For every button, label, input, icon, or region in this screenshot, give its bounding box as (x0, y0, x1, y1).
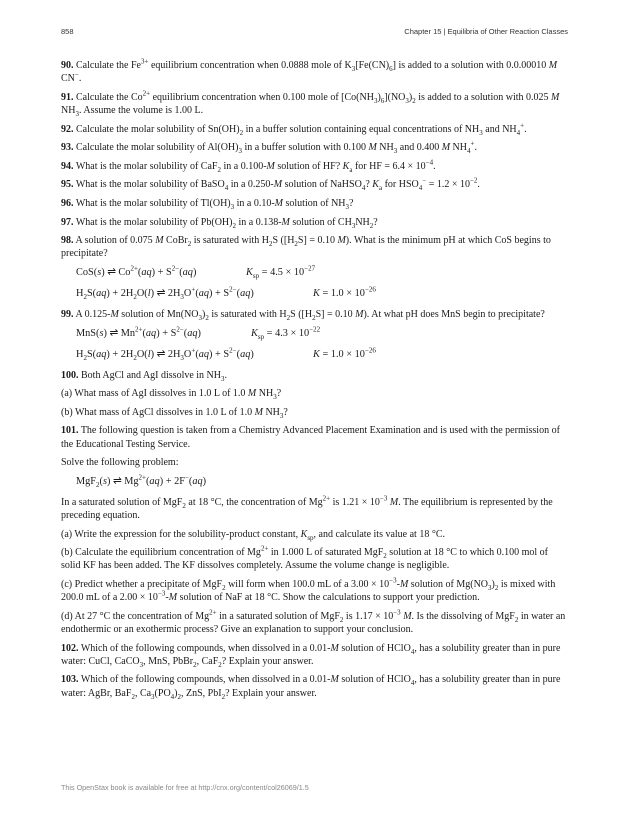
equation-h2s-ionization: $H_2S(aq) + 2H_2O(l)$ ⇌ $2H_3O^+(aq) + S^{2-}(aq)$ $K = 1.0 \times 10^{-26}$ (76, 285, 376, 301)
page-footer: This OpenStax book is available for free at http://cnx.org/content/col26069/1.5 (61, 783, 309, 792)
chapter-title: Chapter 15 | Equilibria of Other Reaction Classes (404, 27, 568, 36)
problem-90: 90. Calculate the $Fe^{3+}$ equilibrium concentration when 0.0888 mole of $K_3[Fe(CN)_6]$ is added to a solution with 0.0.00010 M CN−. (61, 57, 558, 85)
problem-101-part-c: (c) Predict whether a precipitate of MgF$_2$ will form when 100.0 mL of a $3.00 \times 10^{-3}-M$ solution of $Mg(NO_3)_2$ is mixed with 200.0 mL of a $2.00 \times 10^{-3}-M$ solution of NaF at 18 °C. Show the calculations to support your prediction. (61, 576, 556, 604)
problem-98: 98. A solution of 0.075 M CoBr$_2$ is saturated with $H_2S$ ($[H_2S] = 0.10$ M). What is the minimum pH at which CoS begins to precipitate? (61, 235, 551, 260)
problem-100-part-a: (a) What mass of AgI dissolves in 1.0 L of 1.0 M $NH_3$? (61, 388, 282, 402)
problem-list (61, 59, 569, 705)
problem-99: 99. A 0.125-M solution of $Mn(NO_3)_2$ is saturated with $H_2S$ ($[H_2S] = 0.10$ M). At what pH does MnS begin to precipitate? (61, 308, 545, 322)
equation-mns-dissolution: MnS(s) ⇌ $Mn^{2+}(aq) + S^{2-}(aq)$ $K_{sp} = 4.3 \times 10^{-22}$ (76, 325, 321, 341)
problem-number: 91. (61, 91, 74, 103)
problem-number: 92. (61, 123, 74, 135)
problem-101-intro: In a saturated solution of MgF$_2$ at 18 °C, the concentration of $Mg^{2+}$ is $1.21 \times 10^{-3}$ M. The equilibrium is represented by the preceding equation. (61, 494, 553, 521)
problem-number: 96. (61, 197, 74, 209)
problem-95: 95. What is the molar solubility of BaSO$_4$ in a 0.250-M solution of NaHSO$_4$? $K_a$ for $HSO_4^- = 1.2 \times 10^{-2}$. (61, 177, 480, 193)
problem-number: 99. (61, 308, 74, 320)
problem-96: 96. What is the molar solubility of $Tl(OH)_3$ in a 0.10-M solution of $NH_3$? (61, 197, 354, 211)
problem-93: 93. Calculate the molar solubility of $Al(OH)_3$ in a buffer solution with 0.100 M $NH_3$ and 0.400 M $NH_4^+$. (61, 139, 477, 156)
equation-cos-dissolution: CoS(s) ⇌ $Co^{2+}(aq) + S^{2-}(aq)$ $K_{sp} = 4.5 \times 10^{-27}$ (76, 264, 316, 280)
problem-101-instruction: Solve the following problem: (61, 457, 179, 469)
problem-102: 102. Which of the following compounds, when dissolved in a 0.01-M solution of HClO$_4$, has a solubility greater than in pure water: CuCl, CaCO$_3$, MnS, PbBr$_2$, CaF$_2$? Explain your answer. (61, 642, 561, 669)
problem-101-part-a: (a) Write the expression for the solubility-product constant, $K_{sp}$, and calculate its value at 18 °C. (61, 528, 446, 542)
problem-101: 101. The following question is taken from a Chemistry Advanced Placement Examination and is used with the permission of the Educational Testing Service. (61, 425, 560, 450)
problem-number: 98. (61, 235, 74, 247)
problem-number: 101. (61, 425, 79, 437)
problem-number: 93. (61, 142, 74, 154)
problem-103: 103. Which of the following compounds, when dissolved in a 0.01-M solution of HClO$_4$, has a solubility greater than in pure water: AgBr, BaF$_2$, $Ca_3(PO_4)_2$, ZnS, PbI$_2$? Explain your answer. (61, 674, 561, 701)
problem-100: 100. Both AgCl and AgI dissolve in $NH_3$. (61, 369, 228, 383)
problem-number: 100. (61, 369, 79, 381)
problem-number: 94. (61, 160, 74, 172)
problem-94: 94. What is the molar solubility of CaF$_2$ in a 0.100-M solution of HF? $K_a$ for HF = $6.4 \times 10^{-4}$. (61, 158, 436, 174)
problem-92: 92. Calculate the molar solubility of $Sn(OH)_2$ in a buffer solution containing equal concentrations of $NH_3$ and $NH_4^+$. (61, 121, 527, 137)
equation-h2s-ionization-2: $H_2S(aq) + 2H_2O(l)$ ⇌ $2H_3O^+(aq) + S^{2-}(aq)$ $K = 1.0 \times 10^{-26}$ (76, 346, 376, 362)
page-number: 858 (61, 27, 74, 36)
problem-101-part-d: (d) At 27 °C the concentration of $Mg^{2+}$ in a saturated solution of MgF$_2$ is $1.17 \times 10^{-3}$ M. Is the dissolving of MgF$_2$ in water an endothermic or an exothermic process? Give an explanation to support your conclusion. (61, 608, 566, 635)
problem-101-part-b: (b) Calculate the equilibrium concentration of $Mg^{2+}$ in 1.000 L of saturated MgF$_2$ solution at 18 °C to which 0.100 mol of solid KF has been added. The KF dissolves completely. Assume the volume change is negligible. (61, 544, 549, 572)
problem-97: 97. What is the molar solubility of $Pb(OH)_2$ in a 0.138-M solution of $CH_3NH_2$? (61, 216, 378, 230)
problem-number: 97. (61, 216, 74, 228)
problem-number: 90. (61, 60, 74, 71)
problem-100-part-b: (b) What mass of AgCl dissolves in 1.0 L of 1.0 M $NH_3$? (61, 406, 288, 420)
problem-number: 95. (61, 179, 74, 191)
problem-number: 102. (61, 642, 79, 654)
problem-number: 103. (61, 674, 79, 686)
problem-91: 91. Calculate the $Co^{2+}$ equilibrium concentration when 0.100 mole of $[Co(NH_3)_6](NO_3)_2$ is added to a solution with 0.025 M $NH_3$. Assume the volume is 1.00 L. (61, 89, 560, 118)
equation-mgf2-dissolution: MgF$_2$(s) ⇌ $Mg^{2+}(aq) + 2F^-(aq)$ (76, 473, 207, 489)
